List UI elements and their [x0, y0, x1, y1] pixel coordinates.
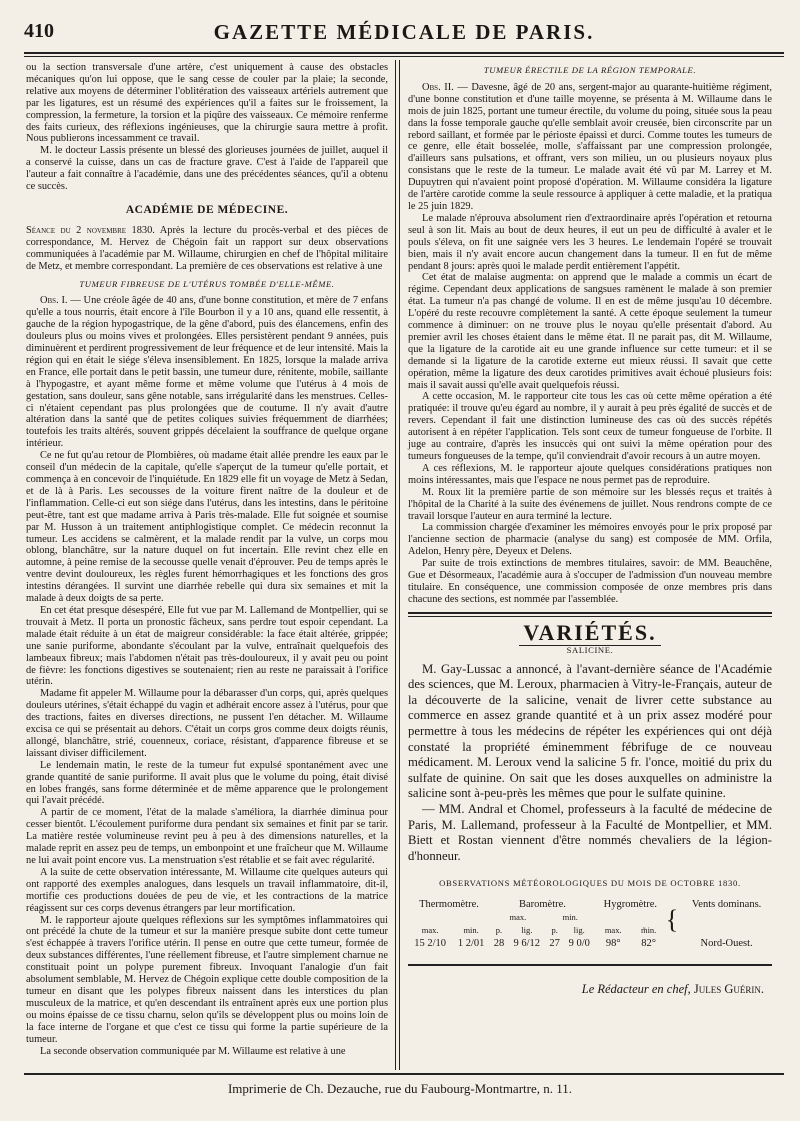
- paragraph: La seconde observation communiquée par M. Willaume est relative à une: [40, 1045, 346, 1057]
- paragraph: A la suite de cette observation intéressante, M. Willaume cite quelques auteurs qui ont rapporté des exemples analogues, dans lesquels un travail inflammatoire, dit-il, mortifie ces productions douées de peu de vie, et les contractions de la matrice réagissent sur ces corps devenus étrangers par leur mortification.: [26, 866, 388, 914]
- subheading: TUMEUR FIBREUSE DE L'UTÉRUS TOMBÉE D'ELLE-MÊME.: [79, 278, 335, 289]
- column-divider: [395, 60, 396, 1070]
- table-cell: Nord-Ouest.: [700, 938, 753, 950]
- paragraph: A ces réflexions, M. le rapporteur ajoute quelques considérations pratiques non moins intéressantes, mais que l'espace ne nous permet pas de reproduire.: [408, 462, 772, 486]
- paragraph: Obs. I. — Une créole âgée de 40 ans, d'une bonne constitution, et mère de 7 enfans qu'elle a tous nourris, était encore à l'île Bourbon il y a 10 ans, quand elle ressentit, à gauche de la région hypogastrique, de la gêne d'abord, puis des élancemens, enfin des douleurs plus ou moins vives et prolongées. Elles persistèrent pendant 9 années, puis diminuèrent et perdirent progressivement de leur fréquence et de leur intensité. Mais la région qui en était le siége s'éleva insensiblement. En 1825, lorsque la malade arriva en France, elle portait dans le petit bassin, une tumeur dure, rénitente, mobile, saillante à l'hypogastre, et ayant même forme et même volume que l'utérus à 4 mois de gestation, sans douleur, sans gêne notable, sans irrégularité dans les menstrues. Celles-ci n'étaient cependant pas plus prolongées que de coutume. Il n'y avait d'autre altération dans la santé que de petites coliques suivies fréquemment de diarrhées; toutefois les traits altérés, souvent grippés décelaient la souffrance de quelque organe intérieur.: [26, 295, 388, 450]
- table-cell: 9 0/0: [568, 938, 590, 950]
- table-cell: 82°: [641, 938, 656, 950]
- masthead: GAZETTE MÉDICALE DE PARIS.: [213, 20, 595, 44]
- paragraph: Le lendemain matin, le reste de la tumeur fut expulsé spontanément avec une grande quantité de sanie puriforme. Il avait plus que le volume du poing, était divisé en lobes frangés, sans forme déterminée et de même apparence que le prolongement qui l'avait précédé.: [26, 759, 388, 807]
- page-number: 410: [24, 20, 54, 42]
- paragraph: A cette occasion, M. le rapporteur cite tous les cas où cette même opération a été pratiquée: il trouve qu'eu égard au nombre, il y aurait à peu près égalité de succès et de revers. Cependant il fait une distinction lumineuse des cas où des succès répétés autorisent à en répéter l'application. Tels sont ceux de tumeur fongueuse de l'orbite. Il juge au contraire, d'après les insuccès qui ont suivi la même opération pour des tumeurs fongueuses de la tempe, qu'il conviendrait d'avoir recours à un autre moyen.: [408, 391, 772, 462]
- table-row: max. min.: [509, 912, 578, 923]
- footer-rule: [24, 1073, 784, 1075]
- page-header: [24, 20, 784, 48]
- section-heading: ACADÉMIE DE MÉDECINE.: [125, 203, 289, 216]
- paragraph: Le malade n'éprouva absolument rien d'extraordinaire après l'opération et retourna seul à son lit. Mais au bout de deux heures, il eut un peu de difficulté à avaler et le pouls s'éleva, on fit une saignée vers les 3 heures. Le lendemain l'opéré se trouvait bien, mais il n'y avait encore aucun changement dans la tumeur. Il en fut de même pendant 8 jours: après quoi le malade perdit entièrement l'appétit.: [408, 212, 772, 272]
- varietes-title: VARIÉTÉS.: [408, 627, 772, 639]
- section-rule: [408, 612, 772, 614]
- table-cell: 15 2/10: [414, 938, 447, 950]
- section-rule: [408, 964, 772, 966]
- paragraph: M. Roux lit la première partie de son mémoire sur les blessés reçus et traités à l'hôpital de la Charité à la suite des événemens de juillet. Nous rendrons compte de ce travail lorsque l'auteur en aura terminé la lecture.: [408, 486, 772, 522]
- section-rule-thin: [408, 616, 772, 617]
- subheading: TUMEUR ÉRECTILE DE LA RÉGION TEMPORALE.: [483, 65, 697, 75]
- column-divider-thin: [399, 60, 400, 1070]
- table-cell: 1 2/01: [457, 938, 485, 950]
- paragraph: La commission chargée d'examiner les mémoires envoyés pour le prix proposé par l'ancienne section de pharmacie (analyse du sang) est composée de MM. Orfila, Adelon, Henry père, Deyeux et Delens.: [408, 522, 772, 558]
- paragraph: M. le rapporteur ajoute quelques réflexions sur les symptômes inflammatoires qui ont précédé la chute de la tumeur et sur la manière presque subite dont cette tumeur s'est échappée à travers l'orifice utérin. Il pense en outre que cette tumeur, formée de deux substances différentes, l'une réellement fibreuse, et l'autre simplement charnue ne constituait point un polype purement fibreux. Invoquant l'analogie d'un fait absolument semblable, M. Hervez de Chégoin explique cette double composition de la tumeur en disant que les polypes fibreux naissent dans les interstices du plan musculeux de la matrice, et qu'en descendant ils entraînent après eux une portion plus ou moins épaisse de ce tissu charnu, selon qu'ils se développent plus ou moins loin de la face interne de l'organe et que c'est ce tissu qui forme la partie supérieure de la tumeur.: [26, 914, 388, 1045]
- obs-label: Obs. I.: [40, 295, 68, 307]
- paragraph: — MM. Andral et Chomel, professeurs à la faculté de médecine de Paris, M. Lallemand, professeur à la Faculté de Montpellier, et MM. Biett et Rostan viennent d'être nommés chevaliers de la légion-d'honneur.: [408, 801, 772, 863]
- brace: {: [665, 905, 679, 935]
- paragraph: Par suite de trois extinctions de membres titulaires, savoir: de MM. Beauchêne, Gue et Désormeaux, l'académie aura à s'occuper de l'admission d'un nouveau membre titulaire. En conséquence, une commission composée de onze membres pris dans chacune des sections, est nommée par l'assemblée.: [408, 558, 772, 605]
- right-column: [408, 62, 772, 996]
- table-cell: 9 6/12: [513, 938, 541, 950]
- meteo-table: [408, 898, 772, 950]
- paragraph: ou la section transversale d'une artère, c'est uniquement à cause des obstacles mécaniques qu'on lui oppose, que le sang cesse de couler par la plaie; la seconde, relative aux moyens de déterminer l'oblitération des vaisseaux artériels autrement que par les ligatures, est un résumé des expériences qu'il a faites sur le froissement, la compression, la fermeture, la torsion et la piqûre des vaisseaux. Ce mémoire renferme des faits curieux, des réflexions ingénieuses, que la chirurgie saura mettre à profit. Nous publierons incessamment ce travail.: [26, 62, 388, 145]
- obs-label: Obs. II.: [422, 81, 454, 93]
- table-cell: 27: [549, 938, 560, 950]
- signature: Le Rédacteur en chef, Jules Guérin.: [581, 982, 764, 997]
- imprint: Imprimerie de Ch. Dezauche, rue du Faubourg-Montmartre, n. 11.: [227, 1081, 573, 1096]
- paragraph: Cet état de malaise augmenta: on apprend que le malade a commis un écart de régime. Cependant deux applications de sangsues ramènent le malade à son premier état. La tumeur n'a pas changé de volume. Il en est de même jusqu'au 10 décembre. L'opéré du reste recouvre complètement la santé. A cette époque seulement la tumeur commence à diminuer: on ne trouve plus le noyau qu'elle présentait d'abord. Au premier avril les choses étaient dans le même état. Il ne parait pas, dit M. Willaume, que la ligature de la carotide ait eu une grande influence sur cette tumeur: et il se demande si la ligature de la carotide externe eut mieux réussi. Il savait que cette opération, même la ligature des deux carotides primitives avait échoué plusieurs fois: mais il savait aussi qu'elle avait quelquefois réussi.: [408, 272, 772, 391]
- table-cell: 98°: [605, 938, 621, 950]
- table-row: [408, 937, 772, 950]
- table-row: max. min. p. lig. p. lig. max. m̃in.: [421, 925, 657, 936]
- paragraph: M. Gay-Lussac a annoncé, à l'avant-dernière séance de l'Académie des sciences, que M. Leroux, pharmacien à Vitry-le-Français, auteur de la découverte de la salicine, venait de livrer cette substance au commerce en assez grande quantité et à un prix assez modéré pour permettre à tous les médecins de répéter les expériences qui ont déjà constaté la propriété éminemment fébrifuge de ce nouveau médicament. M. Leroux vend la salicine 5 fr. l'once, moitié du prix du sulfate de quinine. On sait que les doses auxquelles on administre la salicine sont à-peu-près les mêmes que pour le sulfate quinine.: [408, 661, 772, 801]
- table-header: Thermomètre.: [419, 899, 479, 911]
- seance-label: Séance du 2 novembre 1830.: [26, 224, 155, 236]
- paragraph: M. le docteur Lassis présente un blessé des glorieuses journées de juillet, auquel il a conservé la cuisse, dans un cas de fracture grave. C'est à l'aide de l'appareil que l'auteur a fait connaître à l'académie, dans une des précédentes séances, qu'il a obtenu ce succès.: [26, 145, 388, 193]
- table-header: Vents dominans.: [691, 899, 762, 911]
- paragraph: Obs. II. — Davesne, âgé de 20 ans, sergent-major au quarante-huitième régiment, d'une bonne constitution et d'une taille moyenne, se présenta à M. Willaume dans le mois de juin 1825, portant une tumeur érectile, du volume du poing, située sous la peau dans la fosse temporale gauche qu'elle semblait avoir creusée, bien circonscrite par un rebord saillant, et formée par le périoste épaissi et durci. Comme toutes les tumeurs de ce genre, elle était bosselée, molle, s'affaissant par une compression prolongée, d'ailleurs sans pulsations, et offrant, vers son milieu, un ou plusieurs noyaux plus consistans que le reste de la tumeur. Le malade avait été vû par M. Larrey et M. Dupuytren qui n'avaient point proposé d'opération. M. Willaume considéra la ligature de l'artère carotide comme la seule ressource à appliquer à cette maladie, et la pratiqua le 25 juin 1829.: [408, 81, 772, 212]
- header-rule: [24, 52, 784, 54]
- paragraph: Ce ne fut qu'au retour de Plombières, où madame était allée prendre les eaux par le conseil d'un médecin de la capitale, qu'elle s'aperçut de la tumeur qu'elle portait, et commença à en concevoir de l'inquiétude. En 1829 elle fit un voyage de Metz à Sedan, et de là à Paris. Les secousses de la voiture firent naître de la douleur et de l'inflammation. Celle-ci eut son siége dans l'utérus, dans les intestins, dans le péritoine peut-être, tant est que madame arriva à Paris très-malade. Elle fut soignée et soumise par M. Husson à un traitement antiphlogistique complet. Ce médecin reconnut la tumeur. Les accidens se calmèrent, et la malade rendit par la vulve, un corps mou oblong, blanchâtre, sur la nature duquel on fut incertain. Elle revint chez elle en automne, à peine remise de la secousse quelle venait d'éprouver. Peu de temps après le ventre devint douloureux, les règles furent hémorrhagiques et les fonctions des gros intestins dérangées. Il survint une diarrhée rebelle qui dura six semaines et mit la malade à deux doigts de sa perte.: [26, 450, 388, 605]
- paragraph: Madame fit appeler M. Willaume pour la débarasser d'un corps, qui, après quelques douleurs utérines, s'était échappé du vagin et adhérait encore assez à l'utérus, pour que des tractions, faites en diverses directions, ne pussent l'en détacher. M. Willaume excisa ce qui se présentait au dehors. C'était un corps gros comme deux doigts réunis, allongé, blanchâtre, strié, couenneux, coriace, résistant, d'apparence fibreuse et se laissant diviser difficilement.: [26, 688, 388, 759]
- table-header: Hygromètre.: [603, 899, 657, 911]
- left-column: [26, 62, 388, 1057]
- paragraph: A partir de ce moment, l'état de la malade s'améliora, la diarrhée diminua pour cesser bientôt. L'écoulement puriforme dura pendant six semaines et finit par se tarir. La matière restée volumineuse revint peu à peu à des dimensions naturelles, et la malade reprit en assez peu de temps, un embonpoint et une fraîcheur que M. Willaume ne lui avait point encore vus. La menstruation s'est rétablie et se fait avec régularité.: [26, 807, 388, 866]
- meteo-title: OBSERVATIONS MÉTÉOROLOGIQUES DU MOIS DE OCTOBRE 1830.: [439, 878, 741, 889]
- table-cell: 28: [493, 938, 505, 950]
- table-header: Baromètre.: [518, 899, 566, 911]
- header-rule-thin: [24, 56, 784, 57]
- subheading: SALICINE.: [566, 644, 614, 655]
- paragraph: En cet état presque désespéré, Elle fut vue par M. Lallemand de Montpellier, qui se trouvait à Metz. Il porta un pronostic fâcheux, sans perdre tout espoir cependant. La malade était réduite à un état de maigreur considérable: la face était altérée, grippée; une sanie puriforme, abondante s'écoulant par la vulve, entraînait quelquefois des lambeaux fibreux; mais l'abdomen n'était pas très-douloureux, il y avait peu ou point de fièvre: les fonctions digestives se soutenaient; rien au reste ne paraissait à l'orifice utérin.: [26, 604, 388, 688]
- paragraph: Séance du 2 novembre 1830. Après la lecture du procès-verbal et des pièces de correspondance, M. Hervez de Chégoin fait un rapport sur deux observations communiquées à l'académie par M. Willaume, chirurgien en chef de l'hôpital militaire de Metz, et membre correspondant. La première de ces observations est relative à une: [26, 224, 388, 272]
- table-row: [408, 898, 772, 911]
